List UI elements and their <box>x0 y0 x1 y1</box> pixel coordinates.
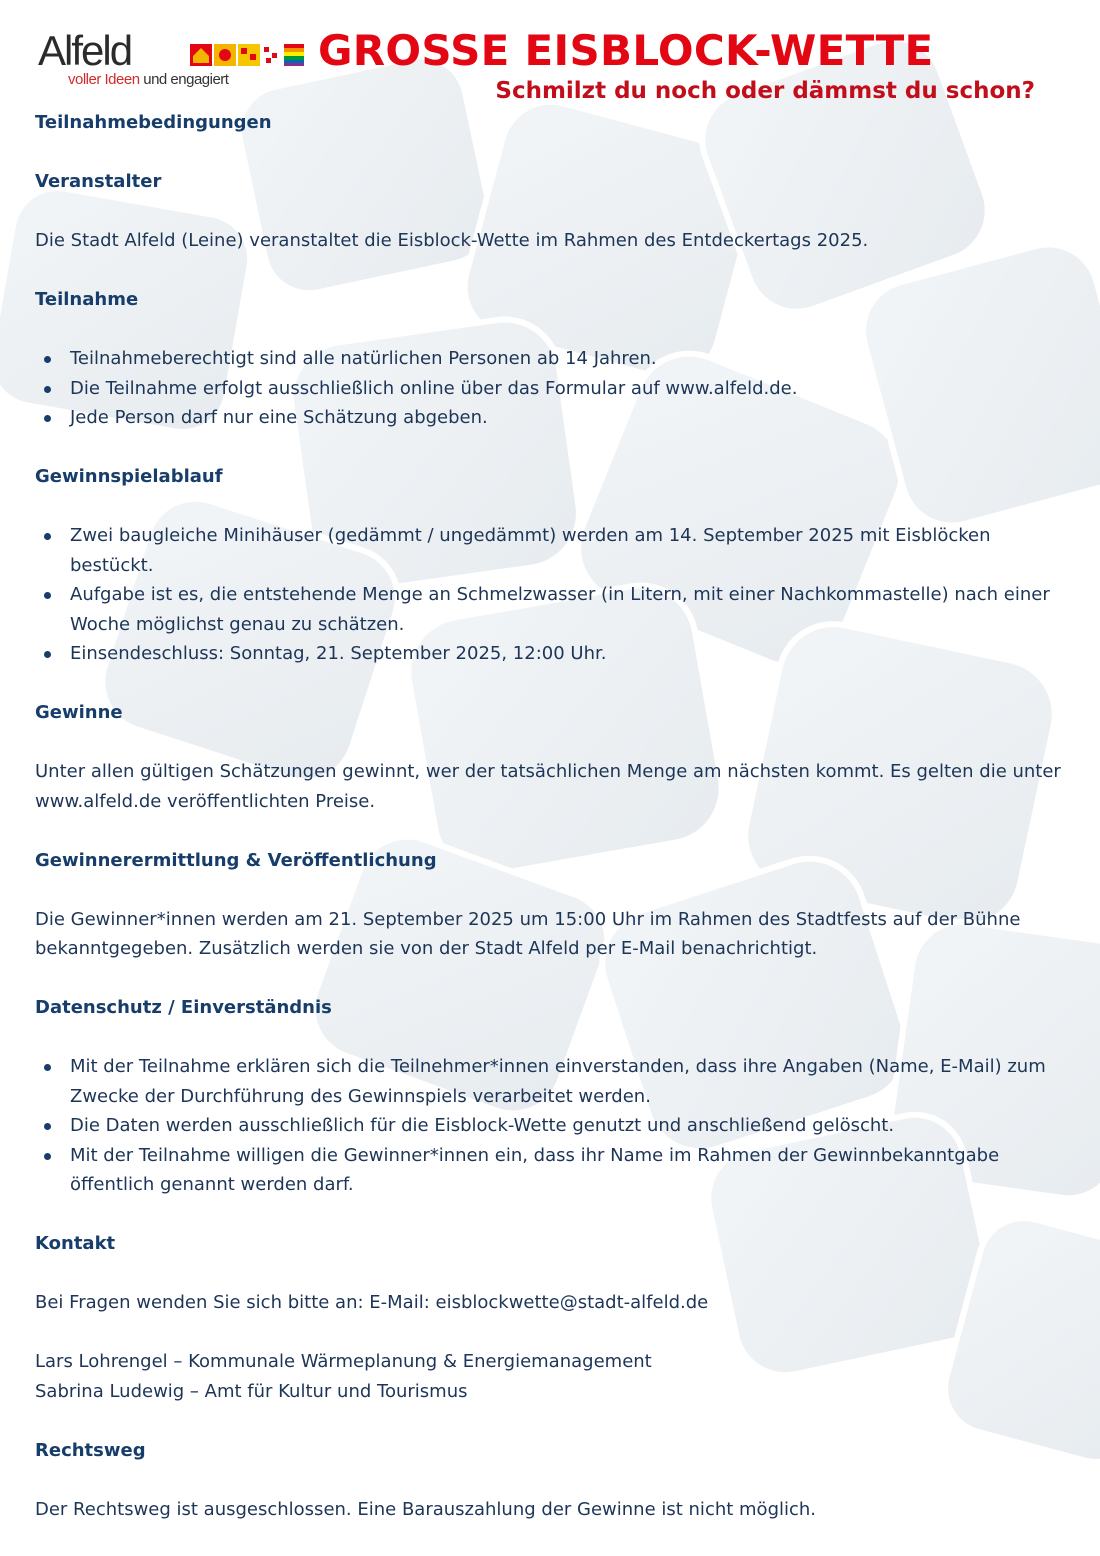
logo-tagline-part-1: voller Ideen <box>68 71 140 88</box>
logo-color-blocks-icon <box>190 44 304 66</box>
section-heading-rechtsweg: Rechtsweg <box>35 1439 146 1461</box>
list-item: Einsendeschluss: Sonntag, 21. September 2025, 12:00 Uhr. <box>35 639 1075 669</box>
logo-tagline-part-2: und engagiert <box>139 71 229 88</box>
kontakt-person-2: Sabrina Ludewig – Amt für Kultur und Tourismus <box>35 1380 468 1402</box>
section-heading-teilnahme: Teilnahme <box>35 289 139 310</box>
section-heading-gewinne: Gewinne <box>35 702 123 723</box>
list-item: Aufgabe ist es, die entstehende Menge an Schmelzwasser (in Litern, mit einer Nachkommastelle) nach einer Woche möglichst genau zu schätzen. <box>35 580 1075 639</box>
ermittlung-text: Die Gewinner*innen werden am 21. September 2025 um 15:00 Uhr im Rahmen des Stadtfests auf der Bühne bekanntgegeben. Zusätzlich werden sie von der Stadt Alfeld per E-Mail benachrichtigt. <box>35 908 1021 959</box>
document-heading: Teilnahmebedingungen <box>35 112 272 133</box>
list-item: Zwei baugleiche Minihäuser (gedämmt / ungedämmt) werden am 14. September 2025 mit Eisblöcken bestückt. <box>35 521 1075 580</box>
page-subtitle: Schmilzt du noch oder dämmst du schon? <box>495 78 1035 104</box>
gewinne-text: Unter allen gültigen Schätzungen gewinnt, wer der tatsächlichen Menge am nächsten kommt. Es gelten die unter www.alfeld.de veröffentlichten Preise. <box>35 761 1061 812</box>
page-title: GROSSE EISBLOCK-WETTE <box>318 26 934 75</box>
section-heading-kontakt: Kontakt <box>35 1233 116 1254</box>
list-item: Die Daten werden ausschließlich für die Eisblock-Wette genutzt und anschließend gelöscht. <box>35 1111 1075 1141</box>
logo-tagline <box>68 72 228 87</box>
list-item: Mit der Teilnahme erklären sich die Teilnehmer*innen einverstanden, dass ihre Angaben (Name, E-Mail) zum Zwecke der Durchführung des Gewinnspiels verarbeitet werden. <box>35 1052 1075 1111</box>
list-item: Mit der Teilnahme willigen die Gewinner*innen ein, dass ihr Name im Rahmen der Gewinnbekanntgabe öffentlich genannt werden darf. <box>35 1141 1075 1200</box>
section-heading-datenschutz: Datenschutz / Einverständnis <box>35 997 332 1018</box>
section-heading-ermittlung: Gewinnerermittlung & Veröffentlichung <box>35 849 437 871</box>
list-item: Jede Person darf nur eine Schätzung abgeben. <box>35 403 1075 433</box>
veranstalter-text: Die Stadt Alfeld (Leine) veranstaltet die Eisblock-Wette im Rahmen des Entdeckertags 2025. <box>35 230 869 251</box>
section-heading-veranstalter: Veranstalter <box>35 171 162 192</box>
ablauf-list <box>35 521 1075 669</box>
list-item: Teilnahmeberechtigt sind alle natürlichen Personen ab 14 Jahren. <box>35 344 1075 374</box>
kontakt-person-1: Lars Lohrengel – Kommunale Wärmeplanung & Energiemanagement <box>35 1351 652 1372</box>
section-heading-ablauf: Gewinnspielablauf <box>35 466 223 487</box>
alfeld-logo <box>38 27 270 92</box>
kontakt-text: Bei Fragen wenden Sie sich bitte an: E-Mail: eisblockwette@stadt-alfeld.de <box>35 1292 709 1313</box>
logo-wordmark: Alfeld <box>38 27 132 74</box>
teilnahme-list <box>35 344 1075 433</box>
datenschutz-list <box>35 1052 1075 1200</box>
list-item: Die Teilnahme erfolgt ausschließlich online über das Formular auf www.alfeld.de. <box>35 374 1075 404</box>
rechtsweg-text: Der Rechtsweg ist ausgeschlossen. Eine Barauszahlung der Gewinne ist nicht möglich. <box>35 1498 817 1520</box>
terms-document <box>35 108 1075 1524</box>
